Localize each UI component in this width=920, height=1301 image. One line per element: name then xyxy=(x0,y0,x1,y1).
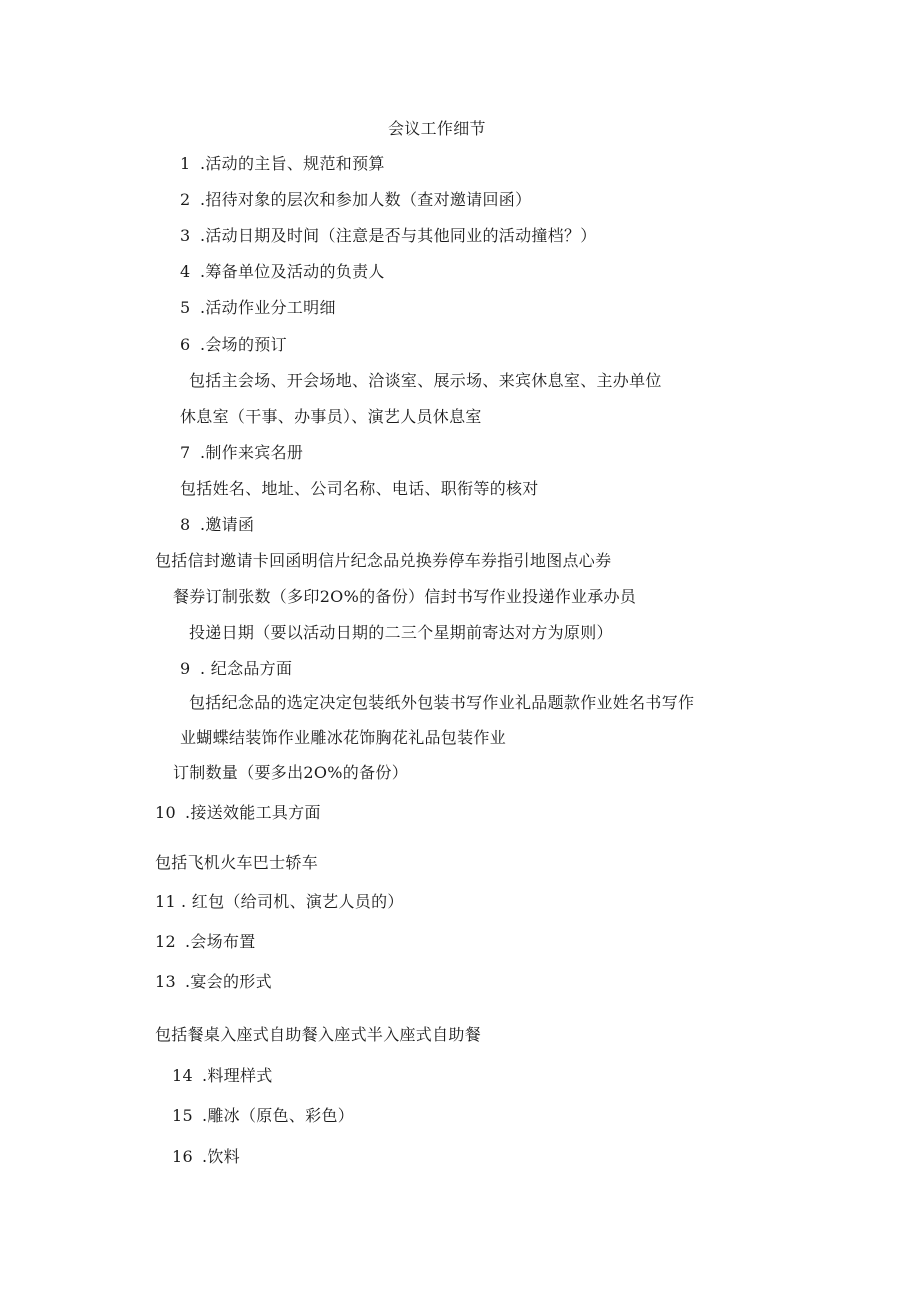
list-item xyxy=(180,262,385,282)
detail-paragraph: 包括信封邀请卡回函明信片纪念品兑换券停车券指引地图点心券 xyxy=(155,551,612,570)
item-number: 1 xyxy=(180,154,191,173)
item-number: 10 xyxy=(155,803,176,822)
list-item xyxy=(172,1066,273,1086)
list-item xyxy=(172,1147,240,1167)
item-number: 12 xyxy=(155,932,176,951)
item-number: 2 xyxy=(180,190,191,209)
detail-paragraph: 包括餐桌入座式自助餐入座式半入座式自助餐 xyxy=(155,1025,482,1044)
detail-paragraph: 业蝴蝶结装饰作业雕冰花饰胸花礼品包装作业 xyxy=(180,728,507,747)
item-text: .筹备单位及活动的负责人 xyxy=(200,262,385,281)
item-number: 16 xyxy=(172,1147,193,1166)
list-item xyxy=(180,154,385,174)
list-item xyxy=(180,190,531,210)
list-item xyxy=(180,335,287,355)
detail-paragraph: 投递日期（要以活动日期的二三个星期前寄达对方为原则） xyxy=(189,623,613,642)
item-number: 15 xyxy=(172,1106,193,1125)
detail-paragraph: 包括姓名、地址、公司名称、电话、职衔等的核对 xyxy=(180,479,539,498)
detail-paragraph: 包括飞机火车巴士轿车 xyxy=(155,853,319,872)
detail-paragraph: 包括主会场、开会场地、洽谈室、展示场、来宾休息室、主办单位 xyxy=(189,371,662,390)
item-number: 13 xyxy=(155,972,176,991)
list-item xyxy=(180,515,254,535)
item-number: 14 xyxy=(172,1066,193,1085)
item-number: 9 xyxy=(180,659,191,678)
item-text: .雕冰（原色、彩色） xyxy=(202,1106,355,1125)
item-text: .料理样式 xyxy=(202,1066,273,1085)
item-text: .邀请函 xyxy=(200,515,255,534)
item-number: 3 xyxy=(180,226,191,245)
detail-paragraph: 订制数量（要多出2O%的备份） xyxy=(173,763,409,782)
list-item xyxy=(180,659,292,679)
item-text: .宴会的形式 xyxy=(185,972,272,991)
detail-paragraph: 包括纪念品的选定决定包装纸外包装书写作业礼品题款作业姓名书写作 xyxy=(189,693,695,712)
list-item xyxy=(180,443,303,463)
detail-paragraph: 休息室（干事、办事员）、演艺人员休息室 xyxy=(180,407,482,426)
item-text: .制作来宾名册 xyxy=(200,443,304,462)
item-number: 11 xyxy=(155,892,176,911)
list-item xyxy=(155,972,272,992)
list-item xyxy=(155,932,256,952)
item-text: . 红包（给司机、演艺人员的） xyxy=(181,892,404,911)
item-number: 6 xyxy=(180,335,191,354)
detail-paragraph: 餐券订制张数（多印2O%的备份）信封书写作业投递作业承办员 xyxy=(173,587,637,606)
item-text: .活动日期及时间（注意是否与其他同业的活动撞档？） xyxy=(200,226,597,245)
item-text: .招待对象的层次和参加人数（查对邀请回函） xyxy=(200,190,532,209)
item-text: .活动作业分工明细 xyxy=(200,298,336,317)
list-item xyxy=(172,1106,354,1126)
item-text: .活动的主旨、规范和预算 xyxy=(200,154,385,173)
item-number: 5 xyxy=(180,298,191,317)
item-text: .饮料 xyxy=(202,1147,240,1166)
item-number: 7 xyxy=(180,443,191,462)
item-text: .接送效能工具方面 xyxy=(185,803,321,822)
list-item xyxy=(180,298,336,318)
list-item xyxy=(180,226,597,246)
item-text: . 纪念品方面 xyxy=(200,659,293,678)
item-text: .会场布置 xyxy=(185,932,256,951)
list-item xyxy=(155,892,404,912)
list-item xyxy=(155,803,321,823)
item-number: 4 xyxy=(180,262,191,281)
item-number: 8 xyxy=(180,515,191,534)
document-title: 会议工作细节 xyxy=(388,119,486,138)
item-text: .会场的预订 xyxy=(200,335,287,354)
